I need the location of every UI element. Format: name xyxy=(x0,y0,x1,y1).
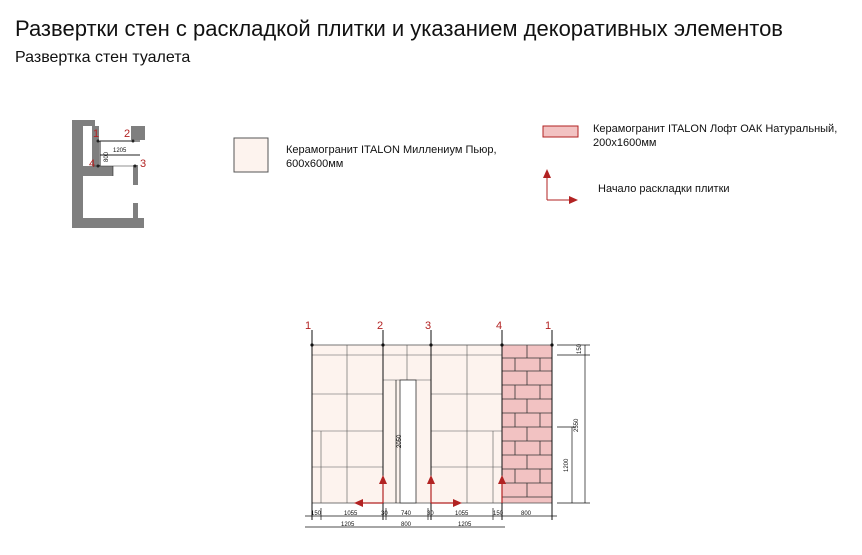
dim-bottom-3: 30 xyxy=(381,511,388,517)
plan-wall-top xyxy=(83,120,95,126)
elev-marker-1b: 1 xyxy=(545,320,552,332)
legend-tile1-label: Керамогранит ITALON Миллениум Пьюр, xyxy=(286,144,497,156)
dim-lower-height: 1200 xyxy=(564,458,570,472)
dim-total-2: 800 xyxy=(401,522,412,528)
dim-bottom-4: 740 xyxy=(401,511,412,517)
dim-bottom-8: 800 xyxy=(521,511,532,517)
dim-bottom-2: 1055 xyxy=(344,511,358,517)
floor-plan xyxy=(72,120,146,228)
dim-door-height: 2050 xyxy=(397,434,403,448)
legend-tile2-size: 200х1600мм xyxy=(593,137,657,149)
wall-1-tiles xyxy=(312,345,383,503)
elev-marker-2: 2 xyxy=(377,320,384,332)
dim-bottom-1: 150 xyxy=(311,511,322,517)
dim-bottom-7: 150 xyxy=(493,511,504,517)
elev-marker-1: 1 xyxy=(305,320,312,332)
page-subtitle: Развертка стен туалета xyxy=(15,49,191,66)
legend-tile2-swatch xyxy=(543,126,578,137)
wall-elevation xyxy=(305,320,590,528)
plan-stub-1 xyxy=(133,165,138,185)
legend-tile2-label: Керамогранит ITALON Лофт ОАК Натуральный, xyxy=(593,123,838,135)
plan-marker-4: 4 xyxy=(89,158,96,170)
legend-tile1-swatch xyxy=(234,138,268,172)
dim-bottom-5: 30 xyxy=(427,511,434,517)
plan-marker-3: 3 xyxy=(140,158,147,170)
elev-marker-3: 3 xyxy=(425,320,432,332)
plan-marker-2: 2 xyxy=(124,128,131,140)
legend-start-icon xyxy=(543,169,578,204)
plan-wall-bottom xyxy=(72,218,144,228)
plan-wall-left xyxy=(72,120,83,228)
dim-bottom-6: 1055 xyxy=(455,511,469,517)
plan-marker-1: 1 xyxy=(93,128,100,140)
wall-3-tiles xyxy=(431,345,502,503)
page-title: Развертки стен с раскладкой плитки и указанием декоративных элементов xyxy=(15,16,783,41)
plan-column xyxy=(131,126,145,140)
dim-total-height: 2550 xyxy=(574,418,580,432)
elev-marker-4: 4 xyxy=(496,320,503,332)
plan-dim-width: 1205 xyxy=(113,148,127,154)
dim-total-1: 1205 xyxy=(341,522,355,528)
legend-tile1-size: 600х600мм xyxy=(286,158,344,170)
plan-stub-2 xyxy=(133,203,138,218)
legend-start-label: Начало раскладки плитки xyxy=(598,183,730,195)
dim-top-band: 150 xyxy=(577,343,583,354)
wall-4-tiles xyxy=(502,345,552,503)
plan-dim-depth: 800 xyxy=(104,151,110,162)
dim-total-3: 1205 xyxy=(458,522,472,528)
